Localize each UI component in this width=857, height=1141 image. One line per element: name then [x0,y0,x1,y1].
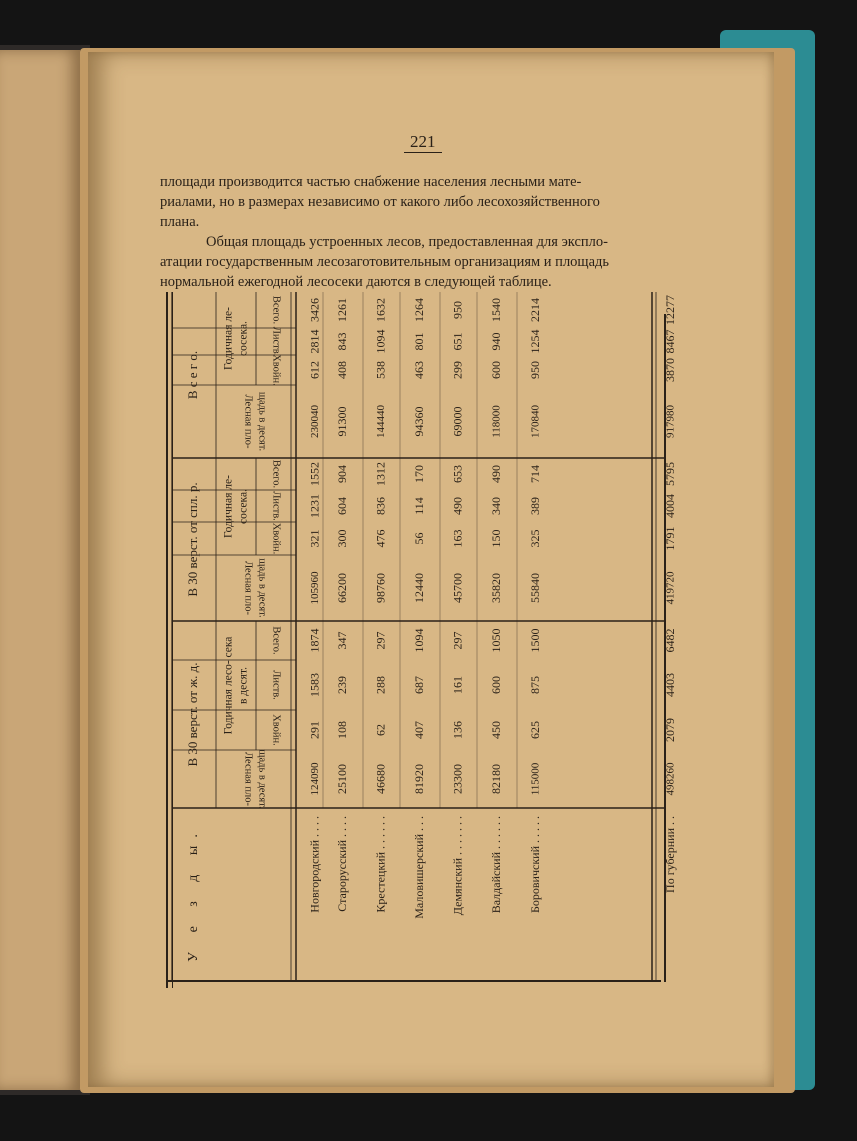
table-cell: 836 [373,497,388,515]
subheader-label: Лесная пло- [242,394,254,449]
table-cell: 450 [488,721,503,739]
text-line: Общая площадь устроенных лесов, предоставленная для экспло- [206,234,608,250]
row-name: Демянский . . . . . . . [450,816,465,916]
table-cell: 56 [411,532,426,545]
group-title: В с е г о. [184,350,200,400]
subheader-label: щадь в десят. [256,558,268,618]
table-cell: 297 [373,631,388,650]
paragraph-2 [160,232,680,292]
table-cell: 46680 [373,764,388,794]
total-cell: 4004 [662,494,677,518]
table-cell: 1264 [411,298,426,322]
table-cell: 1094 [411,628,426,653]
row-name: Крестецкий . . . . . . [373,816,388,913]
table-cell: 407 [411,721,426,739]
total-cell: 4403 [662,673,677,697]
table-cell: 300 [334,529,349,548]
total-cell: 2079 [662,718,677,742]
felling-title: сосека. [237,489,250,524]
table-cell: 108 [334,721,349,739]
table-cell: 904 [334,465,349,483]
row-name: Боровичский . . . . . [527,816,542,914]
table-cell: 288 [373,676,388,694]
table-cell: 124090 [309,762,322,796]
table-cell: 604 [334,497,349,515]
table-cell: 1050 [488,628,503,653]
text-line: нормальной ежегодной лесосеки даются в следующей таблице. [160,274,552,290]
table-cell: 94360 [411,406,426,437]
table-cell: 325 [527,529,542,548]
table-cell: 1094 [373,329,388,354]
text-line: риалами, но в размерах независимо от какого либо лесохозяйственного [160,194,600,210]
felling-title: Годичная ле- [222,307,235,370]
table-cell: 81920 [411,764,426,794]
table-cell: 45700 [450,573,465,603]
table-cell: 714 [527,465,542,483]
table-cell: 105960 [309,571,322,605]
felling-title: в десят. [237,667,250,704]
total-row-name: По губернии . . [662,816,677,893]
subheader-label: Хвойн. [270,714,282,746]
felling-title: Годичная ле- [222,475,235,538]
table-cell: 600 [488,676,503,694]
subheader-label: Листв. [270,491,282,521]
table-cell: 653 [450,465,465,483]
row-name: Маловишерский . . . [411,816,426,919]
subheader-label: щадь в десят. [256,391,268,452]
table-cell: 114 [411,497,426,515]
forest-table [166,292,677,988]
subheader-label: Листв. [270,326,282,357]
table-cell: 98760 [373,573,388,603]
text-line: плана. [160,214,200,230]
table-cell: 35820 [488,573,503,603]
total-cell: 917980 [664,405,677,438]
table-cell: 170840 [529,405,542,438]
row-name: Новгородский . . . . [307,816,322,913]
text-line: атации государственным лесозаготовительным организациям и площадь [160,254,610,270]
table-cell: 463 [411,361,426,379]
table-cell: 1540 [488,298,503,322]
table-cell: 115000 [529,762,542,796]
table-cell: 347 [334,631,349,650]
table-cell: 1632 [373,298,388,322]
table-cell: 66200 [334,573,349,603]
table-cell: 612 [307,361,322,379]
subheader-label: Всего. [270,626,282,655]
table-cell: 82180 [488,764,503,794]
table-cell: 118000 [490,405,503,438]
text-line: площади производится частью снабжение населения лесными мате- [160,174,582,190]
table-cell: 687 [411,676,426,694]
table-cell: 23300 [450,764,465,794]
table-cell: 408 [334,361,349,379]
table-cell: 163 [450,529,465,548]
table-cell: 230040 [309,405,322,438]
felling-title: Годичная лесо- сека [222,636,235,735]
table-cell: 91300 [334,406,349,437]
table-cell: 161 [450,676,465,694]
group-title: В 30 верст. от спл. р. [184,482,200,597]
table-cell: 239 [334,676,349,694]
table-cell: 136 [450,721,465,739]
total-cell: 5795 [662,462,677,486]
uezd-header: У е з д ы. [186,826,202,962]
table-cell: 1552 [307,462,322,486]
table-cell: 144440 [375,405,388,438]
table-cell: 170 [411,465,426,483]
row-name: Валдайский . . . . . . [488,816,503,914]
subheader-label: Лесная пло- [242,752,254,806]
total-cell: 419720 [664,571,677,605]
table-cell: 875 [527,676,542,694]
table-cell: 12440 [411,573,426,603]
table-cell: 600 [488,361,503,379]
table-cell: 2814 [307,329,322,354]
table-cell: 321 [307,529,322,548]
table-cell: 651 [450,332,465,351]
table-cell: 291 [307,721,322,739]
table-cell: 625 [527,721,542,739]
table-cell: 940 [488,332,503,351]
subheader-label: Хвойн. [270,522,282,555]
table-cell: 1254 [527,329,542,354]
table-cell: 150 [488,529,503,548]
table-cell: 297 [450,631,465,650]
subheader-label: Лесная пло- [242,561,254,615]
total-cell: 1791 [662,526,677,551]
total-cell: 6482 [662,628,677,653]
table-cell: 1261 [334,298,349,322]
table-cell: 69000 [450,406,465,437]
table-cell: 340 [488,497,503,515]
paragraph-1 [160,172,680,232]
table-cell: 299 [450,361,465,379]
table-cell: 950 [527,361,542,379]
table-cell: 55840 [527,573,542,603]
table-cell: 490 [450,497,465,515]
table-cell: 1500 [527,628,542,653]
table-cell: 25100 [334,764,349,794]
table-cell: 801 [411,332,426,351]
left-page [0,50,80,1090]
subheader-label: щадь в десят. [256,749,268,809]
table-cell: 1312 [373,462,388,486]
row-name: Старорусский . . . . [334,816,349,912]
total-cell: 12277 [662,295,677,325]
group-title: В 30 верст. от ж. д. [184,662,200,767]
table-cell: 476 [373,529,388,548]
rotated-table [166,292,677,988]
table-cell: 1231 [307,494,322,518]
subheader-label: Всего. [270,295,282,325]
page-number: 221 [404,132,442,153]
total-cell: 3870 [662,358,677,382]
table-cell: 950 [450,301,465,319]
table-cell: 1874 [307,628,322,653]
subheader-label: Листв. [270,670,282,700]
table-cell: 62 [373,724,388,736]
table-cell: 389 [527,497,542,515]
table-cell: 843 [334,332,349,351]
total-cell: 498260 [664,762,677,796]
table-cell: 538 [373,361,388,379]
table-cell: 1583 [307,673,322,697]
table-cell: 490 [488,465,503,483]
table-cell: 2214 [527,298,542,322]
felling-title: сосека. [237,321,250,356]
total-cell: 8467 [662,329,677,354]
subheader-label: Всего. [270,459,282,489]
table-cell: 3426 [307,298,322,322]
subheader-label: Хвойн. [270,354,282,386]
